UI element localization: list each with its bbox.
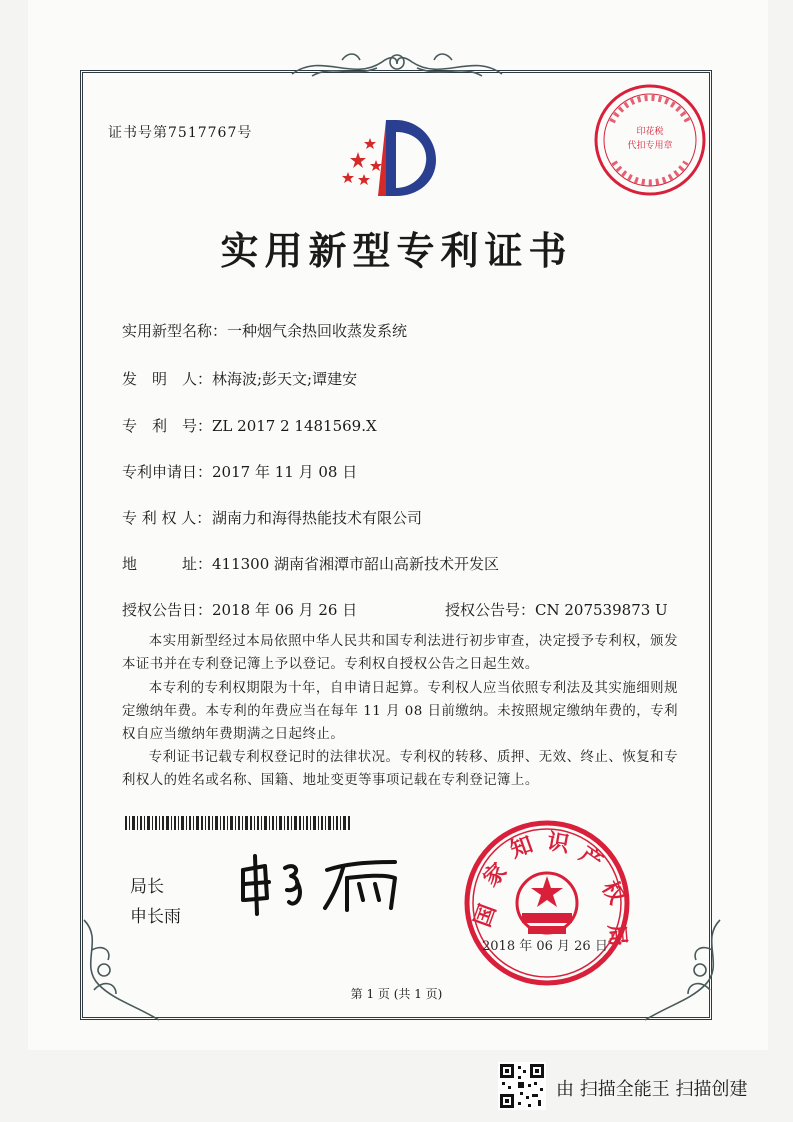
field-name-label: 实用新型名称：: [122, 322, 228, 340]
field-patent-number-value: ZL 2017 2 1481569.X: [212, 417, 377, 435]
field-patent-number: [122, 415, 377, 436]
paragraph-1: 本实用新型经过本局依照中华人民共和国专利法进行初步审查，决定授予专利权，颁发本证书并在专利登记簿上予以登记。专利权自授权公告之日起生效。: [122, 634, 678, 672]
field-grant-date-label: 授权公告日：: [122, 601, 213, 619]
svg-text:印花税: 印花税: [636, 127, 664, 137]
paragraph-2: 本专利的专利权期限为十年，自申请日起算。专利权人应当依照专利法及其实施细则规定缴纳年费。本专利的年费应当在每年 11 月 08 日前缴纳。未按照规定缴纳年费的，专利权自应当缴纳年费期满之日起终止。: [122, 681, 678, 742]
scanner-footer-text: 由 扫描全能王 扫描创建: [556, 1079, 748, 1100]
field-patentee: [122, 507, 422, 528]
svg-text:代扣专用章: 代扣专用章: [627, 141, 673, 151]
qr-code: [498, 1062, 546, 1110]
field-grant-date-value: 2018 年 06 月 26 日: [212, 601, 358, 619]
top-ornament: [282, 42, 512, 88]
svg-text:识: 识: [545, 829, 572, 858]
field-name: [122, 320, 407, 341]
svg-text:国: 国: [470, 901, 502, 931]
svg-text:权: 权: [596, 876, 629, 909]
field-grant-number-label: 授权公告号：: [445, 601, 536, 619]
seal-date: 2018 年 06 月 26 日: [482, 939, 608, 954]
certificate-number: 证书号第7517767号: [108, 125, 253, 141]
cnipa-official-seal: [462, 818, 632, 988]
field-grant-date: [122, 599, 357, 620]
field-patentee-value: 湖南力和海得热能技术有限公司: [212, 509, 423, 527]
field-address: [122, 553, 499, 574]
field-patentee-label: 专 利 权 人：: [122, 509, 212, 527]
field-filing-date-label: 专利申请日：: [122, 463, 213, 481]
field-filing-date-value: 2017 年 11 月 08 日: [212, 463, 358, 481]
paragraph-3: 专利证书记载专利权登记时的法律状况。专利权的转移、质押、无效、终止、恢复和专利权人的姓名或名称、国籍、地址变更等事项记载在专利登记簿上。: [122, 750, 678, 788]
svg-text:局: 局: [603, 923, 630, 948]
bottom-left-ornament: [74, 910, 164, 1030]
svg-text:家: 家: [478, 858, 513, 893]
field-name-value: 一种烟气余热回收蒸发系统: [227, 322, 408, 340]
svg-text:产: 产: [574, 842, 607, 876]
field-inventor: [122, 368, 357, 389]
bottom-right-ornament: [640, 910, 730, 1030]
field-grant-number: [445, 599, 668, 620]
page-number: 第 1 页 (共 1 页): [350, 987, 443, 1001]
field-patent-number-label: 专 利 号：: [122, 417, 213, 435]
field-grant-number-value: CN 207539873 U: [535, 601, 668, 619]
field-inventor-value: 林海波;彭天文;谭建安: [212, 370, 358, 388]
field-address-label: 地 址：: [122, 555, 213, 573]
handwritten-signature: [235, 848, 410, 918]
field-address-value: 411300 湖南省湘潭市韶山高新技术开发区: [212, 555, 500, 573]
signer-title: 局长: [130, 877, 164, 897]
svg-text:知: 知: [507, 832, 537, 864]
certificate-title: 实用新型专利证书: [220, 228, 573, 273]
tax-stamp-seal: [592, 82, 708, 198]
field-filing-date: [122, 461, 357, 482]
barcode: [125, 816, 350, 830]
cnipa-logo: [338, 112, 438, 208]
signer-name: 申长雨: [130, 907, 181, 927]
field-inventor-label: 发 明 人：: [122, 370, 213, 388]
